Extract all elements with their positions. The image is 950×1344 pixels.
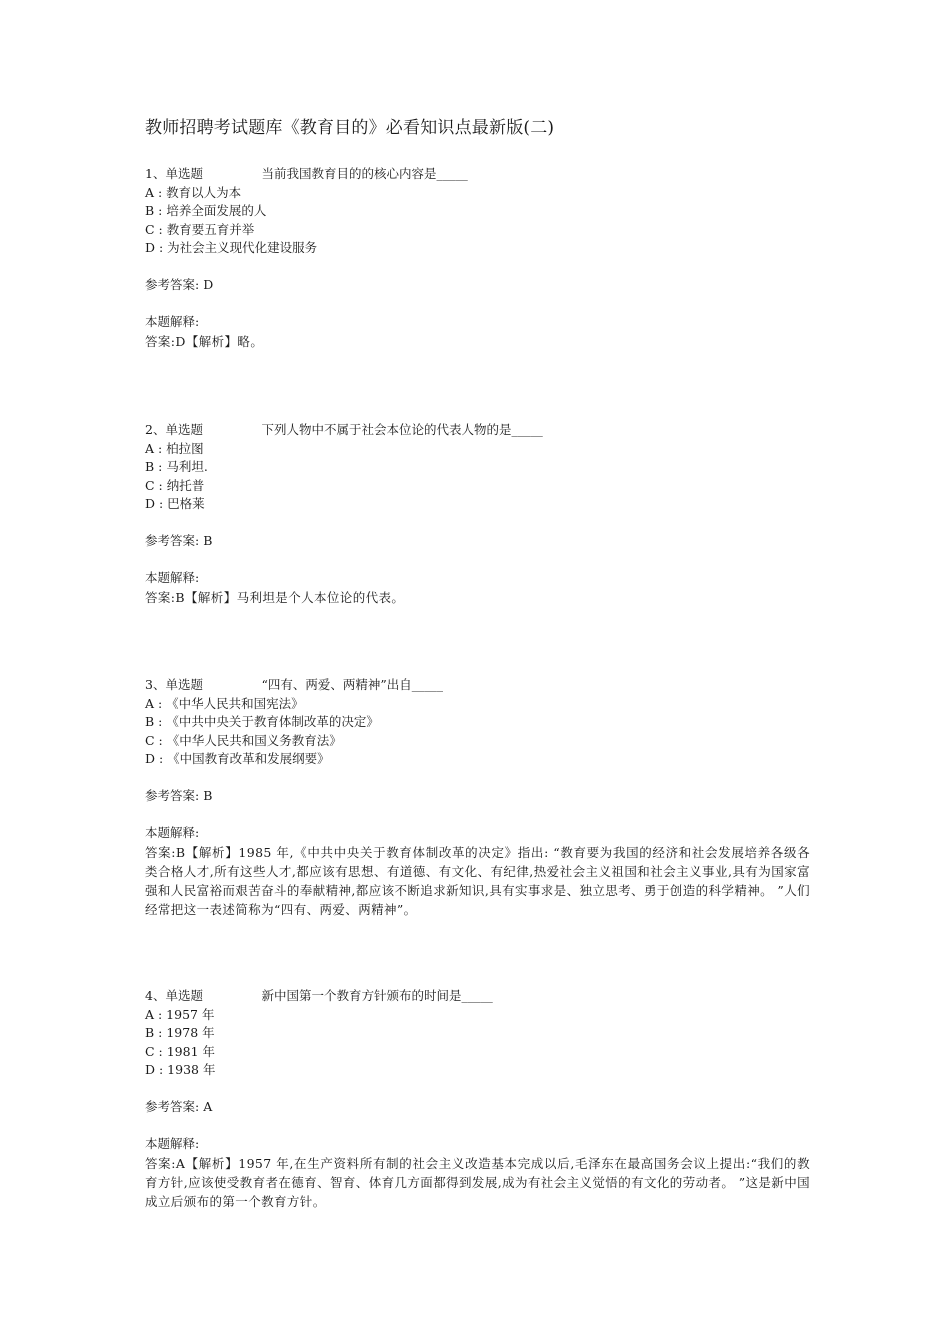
question-type: 单选题 <box>165 166 203 181</box>
option-c: C : 教育要五育并举 <box>145 221 255 237</box>
answer-label: 参考答案: <box>145 277 200 292</box>
answer-label: 参考答案: <box>145 788 200 803</box>
answer-value: B <box>203 533 213 548</box>
option-d: D : 为社会主义现代化建设服务 <box>145 240 318 255</box>
question-type: 单选题 <box>165 677 203 692</box>
answer-value: B <box>203 788 213 803</box>
option-c: C : 1981 年 <box>145 1043 216 1059</box>
option-a: A : 柏拉图 <box>145 440 204 456</box>
question-3 <box>145 676 810 919</box>
question-stem: 新中国第一个教育方针颁布的时间是_____ <box>261 988 493 1003</box>
question-number: 3、 <box>145 677 166 692</box>
question-1 <box>145 165 810 351</box>
question-header <box>145 987 810 1006</box>
explanation-text: 答案:A【解析】1957 年,在生产资料所有制的社会主义改造基本完成以后,毛泽东在最高国务会议上提出:“我们的教育方针,应该使受教育者在德育、智育、体育几方面都得到发展,成为有社会主义觉悟的有文化的劳动者。 ”这是新中国成立后颁布的第一个教育方针。 <box>145 1155 810 1209</box>
option-a: A : 教育以人为本 <box>145 184 242 200</box>
question-header <box>145 676 810 695</box>
option-b: B : 马利坦. <box>145 459 208 474</box>
question-stem: 当前我国教育目的的核心内容是_____ <box>261 166 468 181</box>
answer-value: D <box>203 277 214 292</box>
option-c: C : 纳托普 <box>145 477 205 493</box>
option-b: B : 培养全面发展的人 <box>145 203 267 218</box>
option-c: C : 《中华人民共和国义务教育法》 <box>145 732 342 748</box>
question-stem: “四有、两爱、两精神”出自_____ <box>261 677 443 692</box>
option-d: D : 1938 年 <box>145 1062 216 1077</box>
explanation-label: 本题解释: <box>145 314 200 329</box>
question-2 <box>145 421 810 607</box>
answer-label: 参考答案: <box>145 1099 200 1114</box>
explanation-text: 答案:B【解析】1985 年,《中共中央关于教育体制改革的决定》指出: “教育要为我国的经济和社会发展培养各级各类合格人才,所有这些人才,都应该有思想、有道德、有文化、有纪律,热爱社会主义祖国和社会主义事业,具有为国家富强和人民富裕而艰苦奋斗的奉献精神,都应该不断追求新知识,具有实事求是、独立思考、勇于创造的科学精神。 ”人们经常把这一表述简称为“四有、两爱、两精神”。 <box>145 844 810 917</box>
reference-answer <box>145 276 810 295</box>
reference-answer <box>145 787 810 806</box>
question-number: 4、 <box>145 988 166 1003</box>
explanation-label: 本题解释: <box>145 825 200 840</box>
document-title: 教师招聘考试题库《教育目的》必看知识点最新版(二) <box>145 118 555 138</box>
option-a: A : 1957 年 <box>145 1006 215 1022</box>
question-number: 2、 <box>145 422 166 437</box>
explanation-text: 答案:D【解析】略。 <box>145 333 264 349</box>
question-4 <box>145 987 810 1211</box>
reference-answer <box>145 1098 810 1117</box>
explanation-label: 本题解释: <box>145 570 200 585</box>
option-b: B : 1978 年 <box>145 1025 215 1040</box>
question-type: 单选题 <box>165 422 203 437</box>
reference-answer <box>145 532 810 551</box>
question-header <box>145 421 810 440</box>
answer-value: A <box>203 1099 213 1114</box>
option-d: D : 巴格莱 <box>145 496 205 511</box>
option-a: A : 《中华人民共和国宪法》 <box>145 695 304 711</box>
question-stem: 下列人物中不属于社会本位论的代表人物的是_____ <box>261 422 543 437</box>
question-type: 单选题 <box>165 988 203 1003</box>
question-number: 1、 <box>145 166 166 181</box>
answer-label: 参考答案: <box>145 533 200 548</box>
explanation-label: 本题解释: <box>145 1136 200 1151</box>
question-header <box>145 165 810 184</box>
option-b: B : 《中共中央关于教育体制改革的决定》 <box>145 714 379 729</box>
option-d: D : 《中国教育改革和发展纲要》 <box>145 751 330 766</box>
explanation-text: 答案:B【解析】马利坦是个人本位论的代表。 <box>145 589 405 605</box>
